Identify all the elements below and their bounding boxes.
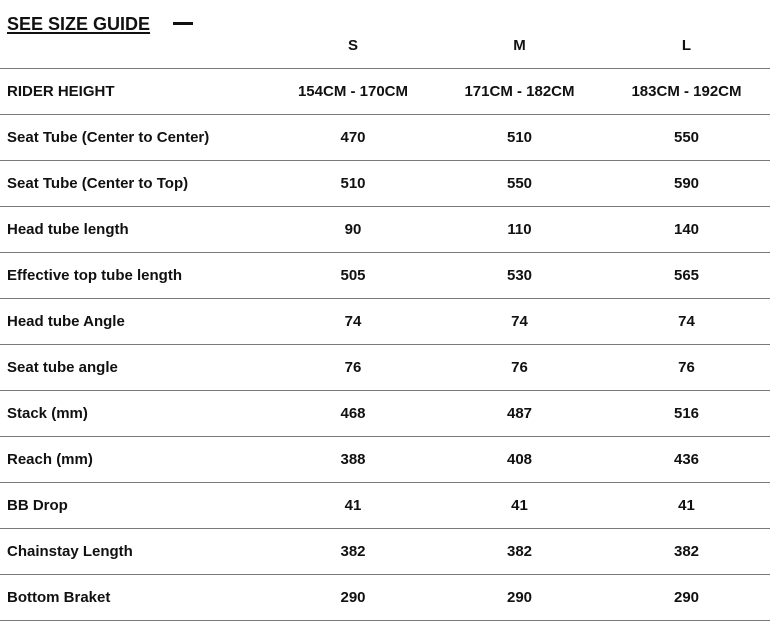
cell-value: 76 [603, 345, 770, 391]
cell-value: 41 [603, 483, 770, 529]
minus-icon[interactable] [173, 22, 193, 25]
table-row [0, 69, 770, 115]
row-label: Reach (mm) [0, 437, 270, 483]
row-label: Head tube length [0, 207, 270, 253]
cell-value: 154CM - 170CM [270, 69, 436, 115]
cell-value: 41 [436, 483, 603, 529]
cell-value: 74 [436, 299, 603, 345]
cell-value: 90 [270, 207, 436, 253]
row-label: Seat Tube (Center to Center) [0, 115, 270, 161]
table-row [0, 529, 770, 575]
size-header-s: S [270, 22, 436, 69]
cell-value: 183CM - 192CM [603, 69, 770, 115]
row-label: Seat Tube (Center to Top) [0, 161, 270, 207]
table-row [0, 575, 770, 621]
cell-value: 382 [603, 529, 770, 575]
cell-value: 530 [436, 253, 603, 299]
table-row [0, 437, 770, 483]
table-row [0, 391, 770, 437]
row-label: Head tube Angle [0, 299, 270, 345]
cell-value: 505 [270, 253, 436, 299]
cell-value: 74 [270, 299, 436, 345]
size-header-m: M [436, 22, 603, 69]
table-row [0, 207, 770, 253]
cell-value: 382 [270, 529, 436, 575]
size-chart-table [0, 22, 770, 621]
row-label: Effective top tube length [0, 253, 270, 299]
table-row [0, 345, 770, 391]
cell-value: 408 [436, 437, 603, 483]
cell-value: 171CM - 182CM [436, 69, 603, 115]
cell-value: 388 [270, 437, 436, 483]
cell-value: 510 [436, 115, 603, 161]
row-label: BB Drop [0, 483, 270, 529]
table-row [0, 115, 770, 161]
cell-value: 516 [603, 391, 770, 437]
row-label: Bottom Braket [0, 575, 270, 621]
cell-value: 290 [436, 575, 603, 621]
table-row [0, 161, 770, 207]
cell-value: 436 [603, 437, 770, 483]
cell-value: 110 [436, 207, 603, 253]
cell-value: 470 [270, 115, 436, 161]
cell-value: 468 [270, 391, 436, 437]
cell-value: 565 [603, 253, 770, 299]
size-header-l: L [603, 22, 770, 69]
cell-value: 487 [436, 391, 603, 437]
cell-value: 74 [603, 299, 770, 345]
table-row [0, 253, 770, 299]
cell-value: 41 [270, 483, 436, 529]
cell-value: 290 [603, 575, 770, 621]
cell-value: 382 [436, 529, 603, 575]
see-size-guide-link[interactable]: SEE SIZE GUIDE [7, 14, 151, 34]
cell-value: 550 [436, 161, 603, 207]
row-label: Stack (mm) [0, 391, 270, 437]
row-label: Seat tube angle [0, 345, 270, 391]
cell-value: 76 [436, 345, 603, 391]
row-label: Chainstay Length [0, 529, 270, 575]
cell-value: 290 [270, 575, 436, 621]
cell-value: 590 [603, 161, 770, 207]
cell-value: 510 [270, 161, 436, 207]
table-row [0, 299, 770, 345]
table-row [0, 483, 770, 529]
row-label: RIDER HEIGHT [0, 69, 270, 115]
cell-value: 76 [270, 345, 436, 391]
cell-value: 140 [603, 207, 770, 253]
cell-value: 550 [603, 115, 770, 161]
